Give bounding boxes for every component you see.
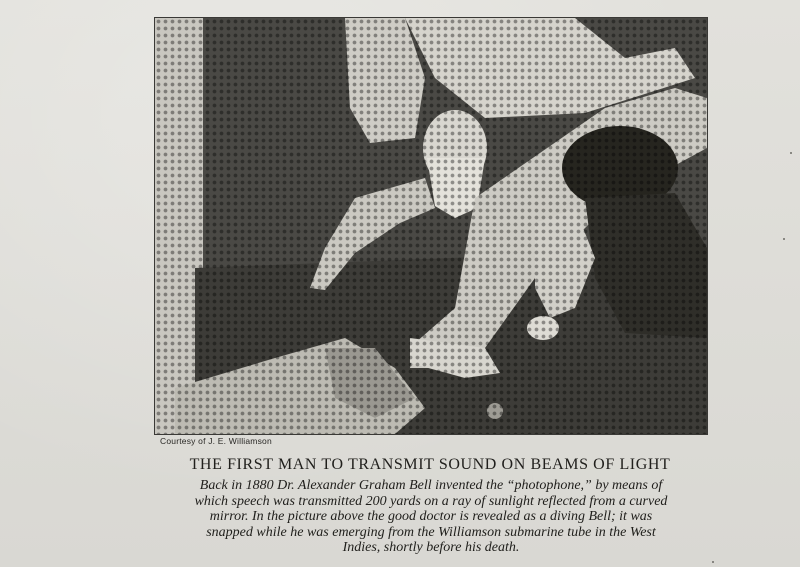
floor-object: [487, 403, 503, 419]
caption-line: which speech was transmitted 200 yards on a ray of sunlight reflected from a curved: [194, 493, 668, 509]
paper-speck: [783, 238, 785, 240]
paper-speck: [712, 561, 714, 563]
headline: THE FIRST MAN TO TRANSMIT SOUND ON BEAMS OF LIGHT: [189, 456, 671, 473]
caption-line: Indies, shortly before his death.: [342, 540, 520, 555]
caption-line: snapped while he was emerging from the Williamson submarine tube in the West: [206, 524, 656, 540]
caption-line: Back in 1880 Dr. Alexander Graham Bell invented the “photophone,” by means of: [199, 478, 663, 493]
photo-illustration: [155, 18, 707, 434]
photo-credit: Courtesy of J. E. Williamson: [160, 436, 272, 446]
caption: [116, 478, 746, 556]
paper-speck: [790, 152, 792, 154]
halftone-photograph: [155, 18, 707, 434]
caption-line: mirror. In the picture above the good doctor is revealed as a diving Bell; it was: [209, 509, 653, 524]
right-hand: [527, 316, 559, 340]
